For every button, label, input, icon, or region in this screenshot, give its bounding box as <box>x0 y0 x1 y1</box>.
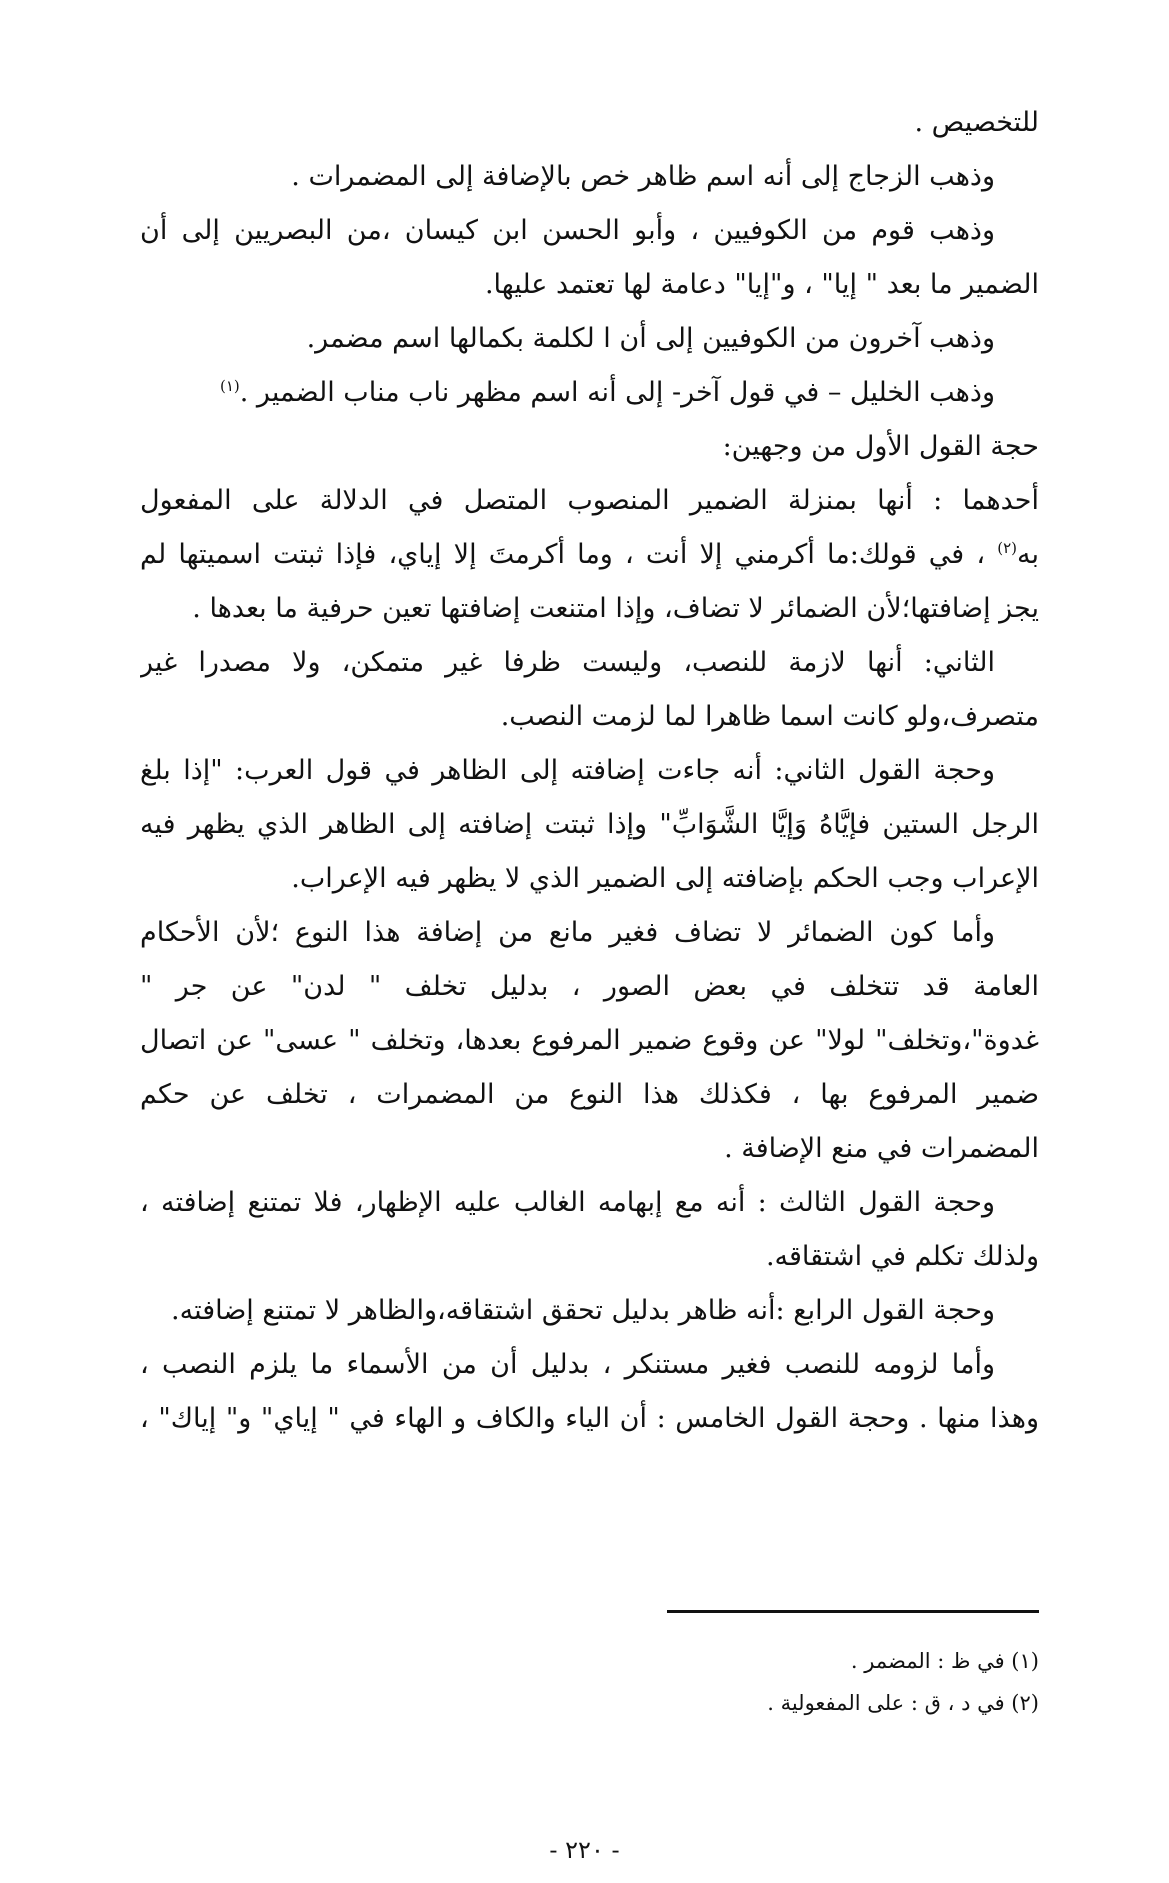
footnote-divider <box>667 1610 1039 1613</box>
text-line: الإعراب وجب الحكم بإضافته إلى الضمير الذي لا يظهر فيه الإعراب. <box>291 863 1039 894</box>
footnote-ref-1: (١) <box>219 377 240 395</box>
text-line: وهذا منها . وحجة القول الخامس : أن الياء والكاف و الهاء في " إياي" و" إياك" ، <box>140 1403 1039 1434</box>
text-line: متصرف،ولو كانت اسما ظاهرا لما لزمت النصب. <box>500 701 1039 732</box>
text-line: الرجل الستين فإيَّاهُ وَإيَّا الشَّوَابِّ" وإذا ثبتت إضافته إلى الظاهر الذي يظهر فيه <box>140 809 1039 840</box>
text-line <box>140 366 1039 420</box>
text-line: وأما كون الضمائر لا تضاف فغير مانع من إضافة هذا النوع ؛لأن الأحكام <box>140 917 995 948</box>
footnotes <box>400 1640 1039 1724</box>
footnote-1: (١) في ظ : المضمر . <box>850 1649 1039 1673</box>
text-line: الثاني: أنها لازمة للنصب، وليست ظرفا غير متمكن، ولا مصدرا غير <box>140 647 995 678</box>
text-line: وحجة القول الثاني: أنه جاءت إضافته إلى الظاهر في قول العرب: "إذا بلغ <box>140 755 995 786</box>
page-number: - ٢٢٠ - <box>549 1836 620 1864</box>
text-line: وذهب قوم من الكوفيين ، وأبو الحسن ابن كيسان ،من البصريين إلى أن <box>140 215 995 246</box>
text-line: الضمير ما بعد " إيا" ، و"إيا" دعامة لها تعتمد عليها. <box>484 269 1039 300</box>
body-text <box>140 96 1039 1446</box>
text-line: وحجة القول الثالث : أنه مع إبهامه الغالب عليه الإظهار، فلا تمتنع إضافته ، <box>140 1187 995 1218</box>
footnote-2: (٢) في د ، ق : على المفعولية . <box>767 1691 1039 1715</box>
text-line: للتخصيص . <box>914 107 1039 138</box>
text-line: حجة القول الأول من وجهين: <box>722 431 1039 462</box>
text-line: وذهب آخرون من الكوفيين إلى أن ا لكلمة بكمالها اسم مضمر. <box>306 323 995 354</box>
text-line: غدوة"،وتخلف" لولا" عن وقوع ضمير المرفوع بعدها، وتخلف " عسى" عن اتصال <box>140 1025 1039 1056</box>
text-segment: وذهب الخليل – في قول آخر- إلى أنه اسم مظهر ناب مناب الضمير . <box>239 377 995 408</box>
text-line: العامة قد تتخلف في بعض الصور ، بدليل تخلف " لدن" عن جر " <box>140 971 1039 1002</box>
text-line: وأما لزومه للنصب فغير مستنكر ، بدليل أن من الأسماء ما يلزم النصب ، <box>140 1349 995 1380</box>
text-line: ضمير المرفوع بها ، فكذلك هذا النوع من المضمرات ، تخلف عن حكم <box>140 1079 1039 1110</box>
text-line: يجز إضافتها؛لأن الضمائر لا تضاف، وإذا امتنعت إضافتها تعين حرفية ما بعدها . <box>192 593 1039 624</box>
text-line: ولذلك تكلم في اشتقاقه. <box>765 1241 1039 1272</box>
text-line: المضمرات في منع الإضافة . <box>724 1133 1039 1164</box>
text-line: أحدهما : أنها بمنزلة الضمير المنصوب المتصل في الدلالة على المفعول <box>140 485 1039 516</box>
text-segment: به <box>1017 539 1039 570</box>
text-line: وحجة القول الرابع :أنه ظاهر بدليل تحقق اشتقاقه،والظاهر لا تمتنع إضافته. <box>171 1295 995 1326</box>
text-line <box>140 528 1039 582</box>
text-segment: ، في قولك:ما أكرمني إلا أنت ، وما أكرمتَ إلا إياي، فإذا ثبتت اسميتها لم <box>140 539 986 570</box>
footnote-ref-2: (٢) <box>997 539 1018 557</box>
text-line: وذهب الزجاج إلى أنه اسم ظاهر خص بالإضافة إلى المضمرات . <box>291 161 995 192</box>
